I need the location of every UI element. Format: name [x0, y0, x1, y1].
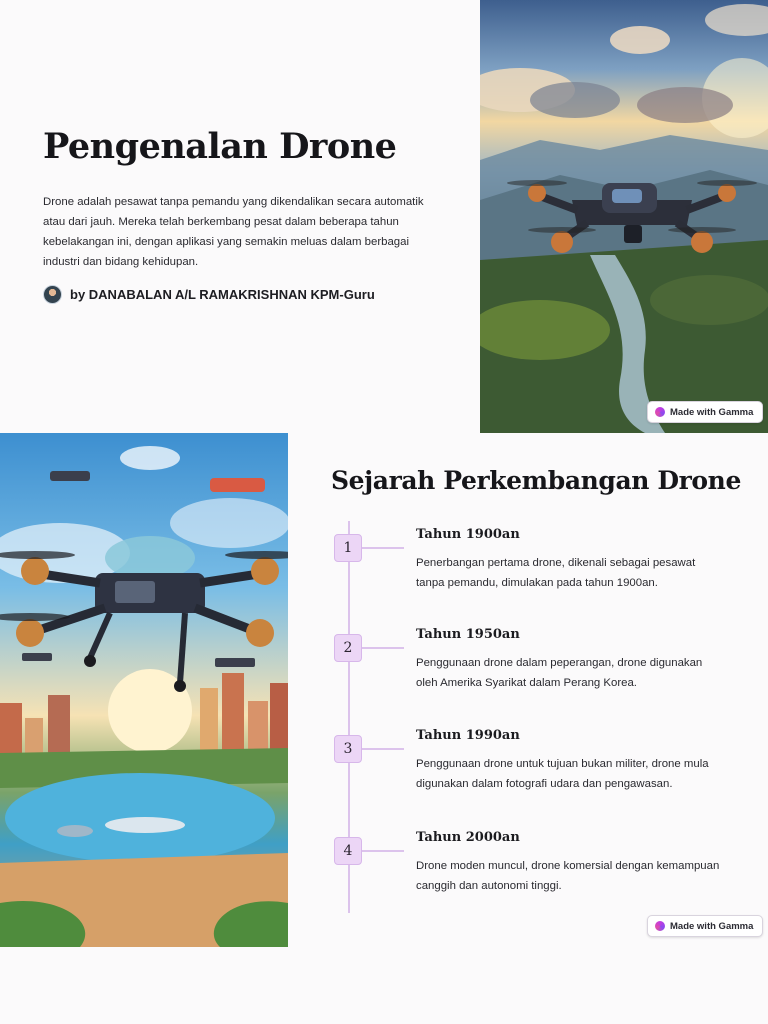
timeline-number: 1	[334, 534, 362, 562]
slide-history	[0, 433, 768, 947]
timeline-heading: Tahun 2000an	[416, 830, 520, 845]
timeline-connector	[362, 547, 404, 549]
intro-paragraph: Drone adalah pesawat tanpa pemandu yang dikendalikan secara automatik atau dari jauh. Mereka telah berkembang pesat dalam beberapa tahun kebelakangan ini, dengan aplikasi yang semakin meluas dalam berbagai industri dan bidang kehidupan.	[43, 196, 424, 268]
gamma-badge-label: Made with Gamma	[670, 920, 754, 932]
timeline-item	[334, 527, 734, 614]
slide-title: Pengenalan Drone	[43, 126, 397, 167]
timeline-heading: Tahun 1950an	[416, 627, 520, 642]
timeline-description: Penggunaan drone untuk tujuan bukan militer, drone mula digunakan dalam fotografi udara dan pengawasan.	[416, 758, 709, 790]
timeline-item	[334, 830, 734, 917]
drone-landscape-image	[480, 0, 768, 433]
gamma-logo-icon	[655, 921, 665, 931]
timeline-connector	[362, 748, 404, 750]
city-drone-illustration	[0, 433, 288, 947]
avatar	[43, 285, 62, 304]
author-byline	[43, 285, 375, 304]
made-with-gamma-badge[interactable]	[647, 915, 763, 937]
timeline-connector	[362, 647, 404, 649]
timeline-number: 4	[334, 837, 362, 865]
timeline-heading: Tahun 1900an	[416, 527, 520, 542]
gamma-logo-icon	[655, 407, 665, 417]
made-with-gamma-badge[interactable]	[647, 401, 763, 423]
timeline-item	[334, 728, 734, 815]
gamma-badge-label: Made with Gamma	[670, 406, 754, 418]
slide-introduction	[0, 0, 768, 433]
author-name: by DANABALAN A/L RAMAKRISHNAN KPM-Guru	[70, 287, 375, 302]
timeline-item	[334, 627, 734, 714]
timeline-description: Drone moden muncul, drone komersial dengan kemampuan canggih dan autonomi tinggi.	[416, 860, 720, 892]
timeline-number: 2	[334, 634, 362, 662]
timeline-description: Penerbangan pertama drone, dikenali sebagai pesawat tanpa pemandu, dimulakan pada tahun 1900an.	[416, 557, 696, 589]
timeline-connector	[362, 850, 404, 852]
timeline-heading: Tahun 1990an	[416, 728, 520, 743]
section-title: Sejarah Perkembangan Drone	[331, 466, 741, 495]
timeline-description: Penggunaan drone dalam peperangan, drone digunakan oleh Amerika Syarikat dalam Perang Korea.	[416, 657, 703, 689]
timeline-number: 3	[334, 735, 362, 763]
